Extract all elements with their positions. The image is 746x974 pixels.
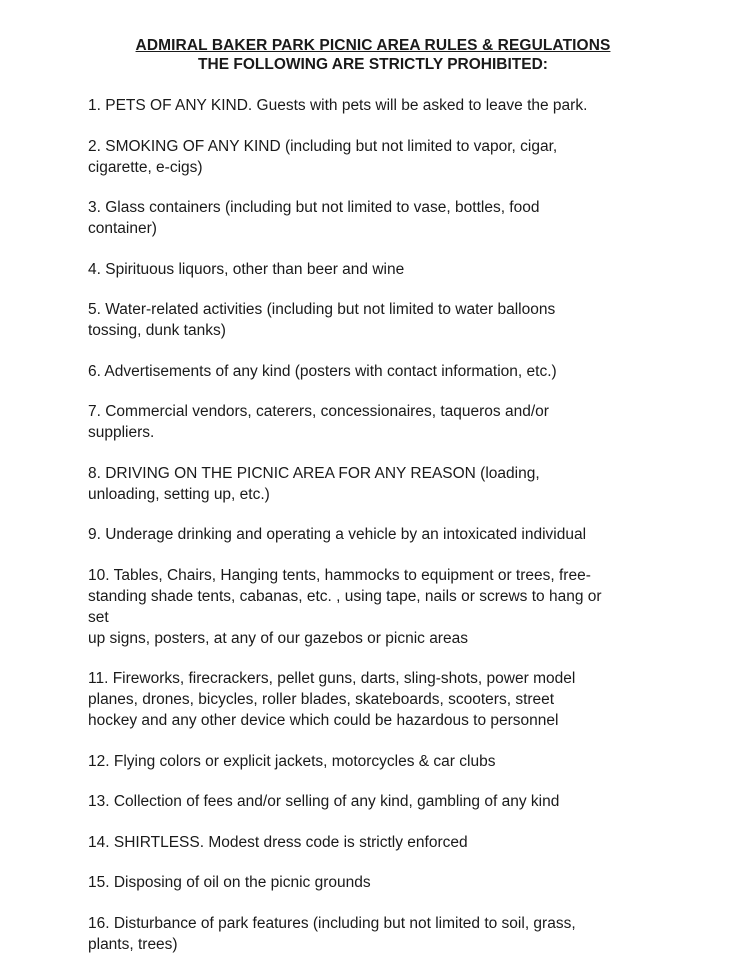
rule-line: 7. Commercial vendors, caterers, concessionaires, taqueros and/or — [88, 403, 549, 420]
rule-item — [88, 463, 688, 505]
rule-item — [88, 401, 688, 443]
rule-item — [88, 299, 688, 341]
rule-line: 3. Glass containers (including but not limited to vase, bottles, food — [88, 199, 540, 216]
rule-item — [88, 524, 688, 545]
rule-line: set — [88, 608, 109, 626]
rule-line: tossing, dunk tanks) — [88, 322, 226, 339]
rule-line: 9. Underage drinking and operating a vehicle by an intoxicated individual — [88, 526, 587, 543]
rule-line: 1. PETS OF ANY KIND. Guests with pets will be asked to leave the park. — [88, 97, 588, 114]
rule-line: 12. Flying colors or explicit jackets, motorcycles & car clubs — [88, 752, 496, 770]
document-header — [0, 36, 746, 74]
rule-line: 5. Water-related activities (including but not limited to water balloons — [88, 301, 556, 318]
rule-item — [88, 565, 688, 649]
rule-line: cigarette, e-cigs) — [88, 158, 203, 176]
rule-item — [88, 668, 688, 731]
rule-item — [88, 791, 688, 812]
rule-line: 13. Collection of fees and/or selling of any kind, gambling of any kind — [88, 793, 560, 810]
rule-line: 4. Spirituous liquors, other than beer and wine — [88, 260, 405, 278]
rule-line: 6. Advertisements of any kind (posters with contact information, etc.) — [88, 362, 557, 380]
rule-line: up signs, posters, at any of our gazebos or picnic areas — [88, 629, 468, 647]
rule-line: 2. SMOKING OF ANY KIND (including but not limited to vapor, cigar, — [88, 137, 558, 155]
rule-line: 8. DRIVING ON THE PICNIC AREA FOR ANY REASON (loading, — [88, 464, 540, 482]
rule-line: plants, trees) — [88, 935, 178, 953]
rule-item — [88, 872, 688, 893]
document-title: ADMIRAL BAKER PARK PICNIC AREA RULES & REGULATIONS — [135, 37, 611, 54]
rule-line: unloading, setting up, etc.) — [88, 485, 270, 503]
rule-item — [88, 361, 688, 382]
rule-item — [88, 259, 688, 280]
rule-line: 15. Disposing of oil on the picnic grounds — [88, 874, 371, 891]
rule-line: standing shade tents, cabanas, etc. , using tape, nails or screws to hang or — [88, 587, 602, 605]
rule-line: 16. Disturbance of park features (including but not limited to soil, grass, — [88, 914, 576, 932]
rule-item — [88, 136, 688, 178]
rule-item — [88, 751, 688, 772]
rule-item — [88, 95, 688, 116]
document-subtitle: THE FOLLOWING ARE STRICTLY PROHIBITED: — [198, 56, 548, 73]
rule-item — [88, 832, 688, 853]
rule-line: 14. SHIRTLESS. Modest dress code is strictly enforced — [88, 833, 468, 851]
rule-line: 10. Tables, Chairs, Hanging tents, hammocks to equipment or trees, free- — [88, 566, 591, 584]
rule-line: container) — [88, 220, 157, 237]
rule-line: planes, drones, bicycles, roller blades, skateboards, scooters, street — [88, 691, 555, 708]
rule-line: suppliers. — [88, 424, 155, 441]
rule-item — [88, 197, 688, 239]
rule-line: hockey and any other device which could be hazardous to personnel — [88, 712, 559, 729]
rules-list — [88, 95, 688, 974]
rule-item — [88, 913, 688, 955]
rule-line: 11. Fireworks, firecrackers, pellet guns, darts, sling-shots, power model — [88, 670, 576, 687]
